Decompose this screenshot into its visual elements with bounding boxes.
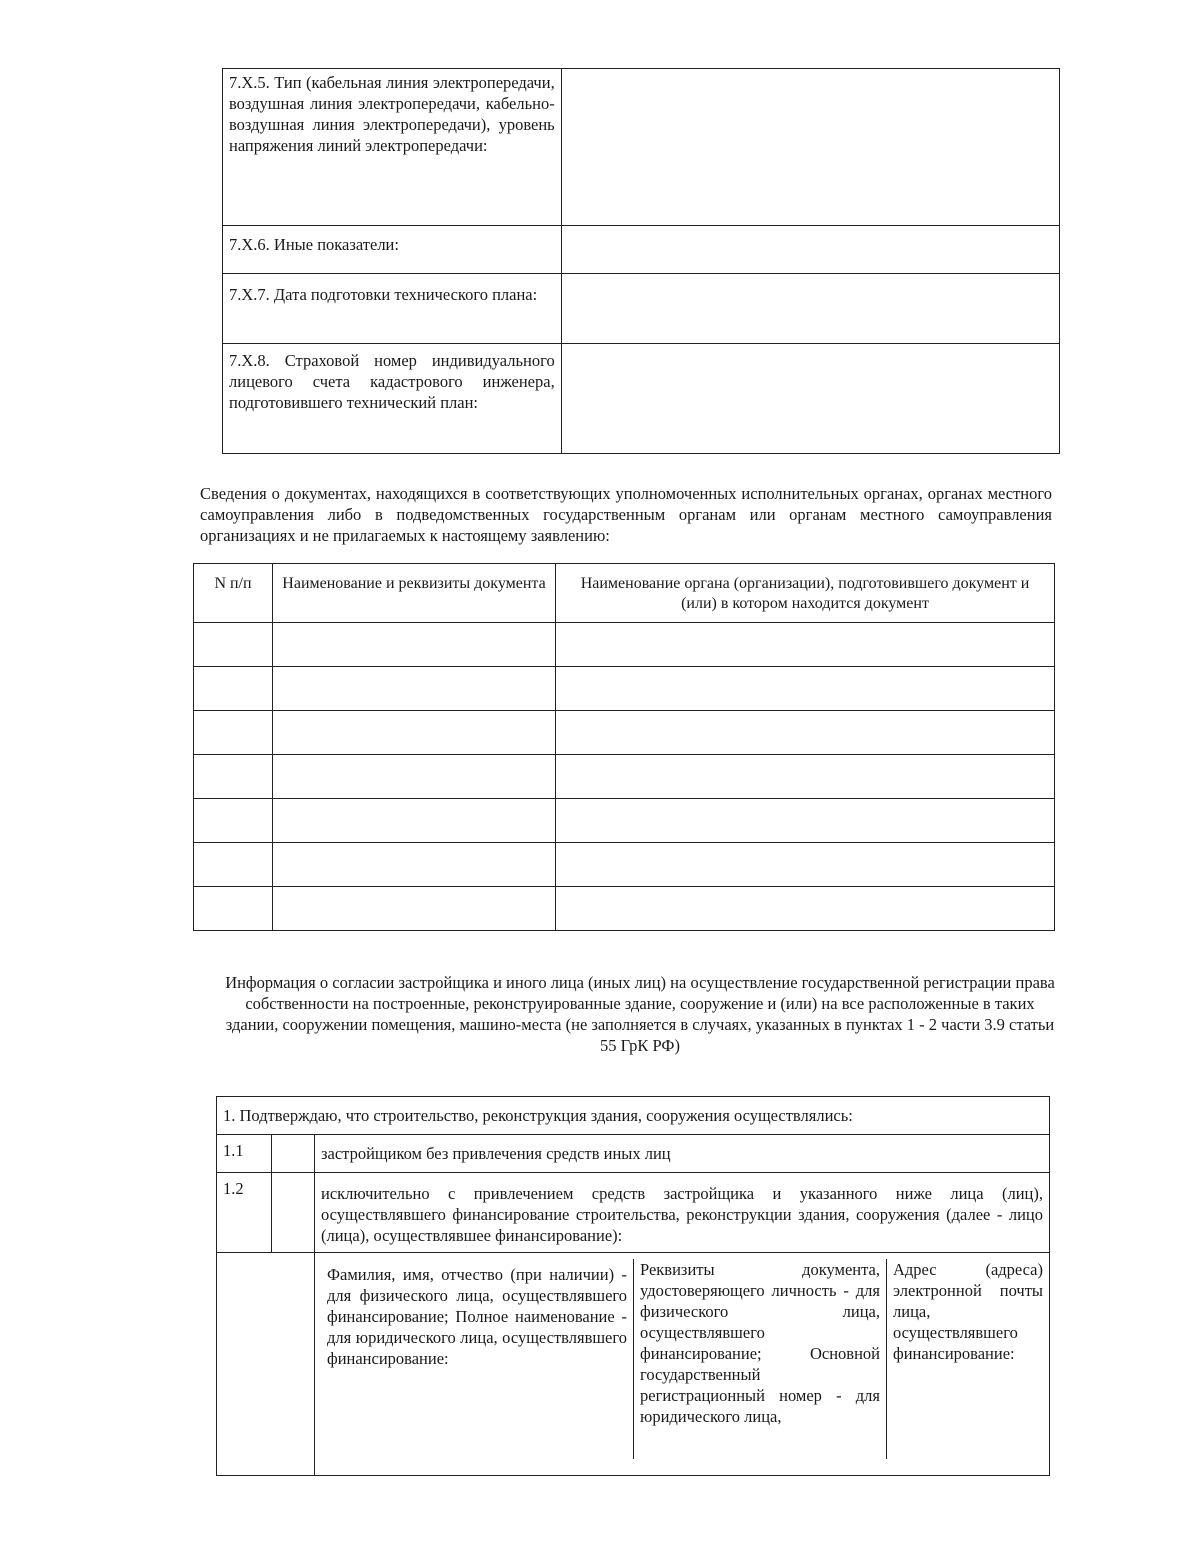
checkbox-1-1[interactable]: [272, 1135, 315, 1173]
field-label-date: 7.X.7. Дата подготовки технического плана:: [223, 274, 562, 344]
table-row: [321, 1259, 1049, 1459]
table-row: [223, 344, 1060, 454]
financer-document-label: Реквизиты документа, удостоверяющего личность - для физического лица, осуществлявшего финансирование; Основной государственный регистрационный номер - для юридического лица,: [634, 1259, 887, 1459]
cell-number[interactable]: [194, 711, 273, 755]
table-row: [217, 1173, 1050, 1253]
documents-table: [193, 563, 1055, 931]
cell-number[interactable]: [194, 623, 273, 667]
item-number: 1.2: [217, 1173, 272, 1253]
table-row: [194, 623, 1055, 667]
cell-number[interactable]: [194, 755, 273, 799]
table-row: [194, 887, 1055, 931]
technical-plan-table: [222, 68, 1060, 454]
table-row: [223, 226, 1060, 274]
item-number: 1.1: [217, 1135, 272, 1173]
cell-document[interactable]: [273, 667, 556, 711]
table-row: [217, 1253, 1050, 1476]
cell-authority[interactable]: [556, 799, 1055, 843]
financer-subtable: [321, 1259, 1049, 1459]
table-row: [194, 755, 1055, 799]
blank-cell: [217, 1253, 315, 1476]
cell-number[interactable]: [194, 667, 273, 711]
field-label-snils: 7.X.8. Страховой номер индивидуального лицевого счета кадастрового инженера, подготовившего технический план:: [223, 344, 562, 454]
cell-number[interactable]: [194, 887, 273, 931]
financer-email-label: Адрес (адреса) электронной почты лица, осуществлявшего финансирование:: [887, 1259, 1050, 1459]
field-value-snils[interactable]: [561, 344, 1059, 454]
field-value-date[interactable]: [561, 274, 1059, 344]
table-row: [194, 667, 1055, 711]
cell-authority[interactable]: [556, 843, 1055, 887]
field-label-other: 7.X.6. Иные показатели:: [223, 226, 562, 274]
item-text: застройщиком без привлечения средств иных лиц: [315, 1135, 1050, 1173]
cell-document[interactable]: [273, 711, 556, 755]
header-authority: Наименование органа (организации), подготовившего документ и (или) в котором находится документ: [556, 564, 1055, 623]
table-header-row: [194, 564, 1055, 623]
cell-authority[interactable]: [556, 667, 1055, 711]
table-row: [217, 1097, 1050, 1135]
cell-document[interactable]: [273, 887, 556, 931]
financer-name-label: Фамилия, имя, отчество (при наличии) - для физического лица, осуществлявшего финансирование; Полное наименование - для юридического лица, осуществлявшего финансирование:: [327, 1265, 627, 1368]
field-value-other[interactable]: [561, 226, 1059, 274]
table-row: [217, 1135, 1050, 1173]
cell-authority[interactable]: [556, 623, 1055, 667]
header-document-name: Наименование и реквизиты документа: [273, 564, 556, 623]
table-row: [194, 843, 1055, 887]
financer-cell: [315, 1253, 1050, 1476]
item-text: исключительно с привлечением средств застройщика и указанного ниже лица (лиц), осуществлявшего финансирование строительства, реконструкции здания, сооружения (далее - лицо (лица), осуществлявшее финансирование):: [315, 1173, 1050, 1253]
cell-authority[interactable]: [556, 755, 1055, 799]
consent-table: [216, 1096, 1050, 1476]
cell-document[interactable]: [273, 799, 556, 843]
table-row: [194, 711, 1055, 755]
cell-number[interactable]: [194, 843, 273, 887]
table-row: [223, 274, 1060, 344]
table-row: [223, 69, 1060, 226]
confirm-text: 1. Подтверждаю, что строительство, реконструкция здания, сооружения осуществлялись:: [217, 1097, 1050, 1135]
table-row: [194, 799, 1055, 843]
checkbox-1-2[interactable]: [272, 1173, 315, 1253]
documents-intro: Сведения о документах, находящихся в соответствующих уполномоченных исполнительных органах, органах местного самоуправления либо в подведомственных государственным органам или органам местного самоуправления организациях и не прилагаемых к настоящему заявлению:: [200, 484, 1052, 545]
field-value-type[interactable]: [561, 69, 1059, 226]
cell-authority[interactable]: [556, 887, 1055, 931]
cell-document[interactable]: [273, 755, 556, 799]
cell-number[interactable]: [194, 799, 273, 843]
field-label-type: 7.X.5. Тип (кабельная линия электропередачи, воздушная линия электропередачи, кабельно-воздушная линия электропередачи), уровень напряжения линий электропередачи:: [223, 69, 562, 226]
header-number: N п/п: [194, 564, 273, 623]
cell-authority[interactable]: [556, 711, 1055, 755]
consent-title: Информация о согласии застройщика и иного лица (иных лиц) на осуществление государственной регистрации права собственности на построенные, реконструированные здание, сооружение и (или) на все расположенные в таких здании, сооружении помещения, машино-места (не заполняется в случаях, указанных в пунктах 1 - 2 части 3.9 статьи 55 ГрК РФ): [225, 973, 1055, 1055]
cell-document[interactable]: [273, 623, 556, 667]
cell-document[interactable]: [273, 843, 556, 887]
